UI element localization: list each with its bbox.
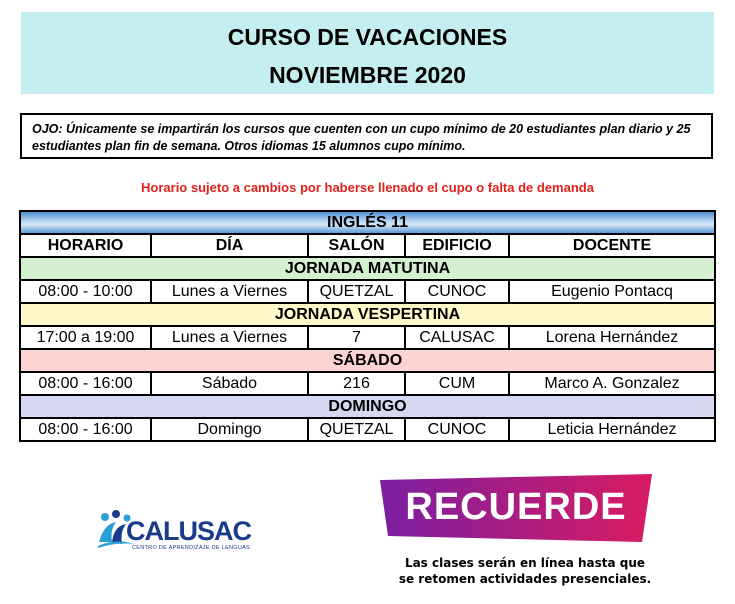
recuerde-banner [380,474,652,542]
recuerde-label: RECUERDE [405,486,627,528]
table-row [20,326,715,349]
col-header-salon: SALÓN [308,234,405,257]
col-header-horario: HORARIO [20,234,151,257]
calusac-logo [96,508,251,558]
table-row [20,280,715,303]
logo-wordmark: CALUSAC [126,516,251,546]
cell-edificio: CALUSAC [405,326,509,349]
cell-salon: 216 [308,372,405,395]
col-header-dia: DÍA [151,234,308,257]
cell-docente: Lorena Hernández [509,326,715,349]
notice-box [20,113,713,159]
cell-edificio: CUNOC [405,418,509,441]
cell-docente: Marco A. Gonzalez [509,372,715,395]
section-title: SÁBADO [20,349,715,372]
cell-salon: QUETZAL [308,280,405,303]
reminder-line-1: Las clases serán en línea hasta que [404,556,646,570]
cell-dia: Sábado [151,372,308,395]
section-title: JORNADA VESPERTINA [20,303,715,326]
page-title: CURSO DE VACACIONES [227,24,508,50]
cell-dia: Lunes a Viernes [151,280,308,303]
cell-horario: 17:00 a 19:00 [20,326,151,349]
cell-edificio: CUNOC [405,280,509,303]
section-title: DOMINGO [20,395,715,418]
cell-edificio: CUM [405,372,509,395]
schedule-table [19,210,716,442]
cell-salon: 7 [308,326,405,349]
cell-docente: Eugenio Pontacq [509,280,715,303]
col-header-edificio: EDIFICIO [405,234,509,257]
page-subtitle: NOVIEMBRE 2020 [269,62,466,88]
notice-text: OJO: Únicamente se impartirán los cursos que cuenten con un cupo mínimo de 20 estudiantes plan diario y 25 estudiantes plan fin de semana. Otros idiomas 15 alumnos cupo mínimo. [32,122,691,153]
cell-dia: Lunes a Viernes [151,326,308,349]
section-title: JORNADA MATUTINA [20,257,715,280]
schedule-warning: Horario sujeto a cambios por haberse llenado el cupo o falta de demanda [141,180,594,195]
section-row [20,257,715,280]
header-banner [21,12,714,94]
section-row [20,349,715,372]
table-row [20,418,715,441]
section-row [20,303,715,326]
cell-salon: QUETZAL [308,418,405,441]
table-row [20,372,715,395]
cell-horario: 08:00 - 10:00 [20,280,151,303]
cell-docente: Leticia Hernández [509,418,715,441]
section-row [20,395,715,418]
cell-dia: Domingo [151,418,308,441]
course-title: INGLÉS 11 [20,211,715,234]
col-header-docente: DOCENTE [509,234,715,257]
column-header-row [20,234,715,257]
cell-horario: 08:00 - 16:00 [20,372,151,395]
course-title-row [20,211,715,234]
cell-horario: 08:00 - 16:00 [20,418,151,441]
reminder-line-2: se retomen actividades presenciales. [398,572,652,586]
logo-subtitle: CENTRO DE APRENDIZAJE DE LENGUAS [132,545,251,551]
reminder-text [360,555,690,587]
